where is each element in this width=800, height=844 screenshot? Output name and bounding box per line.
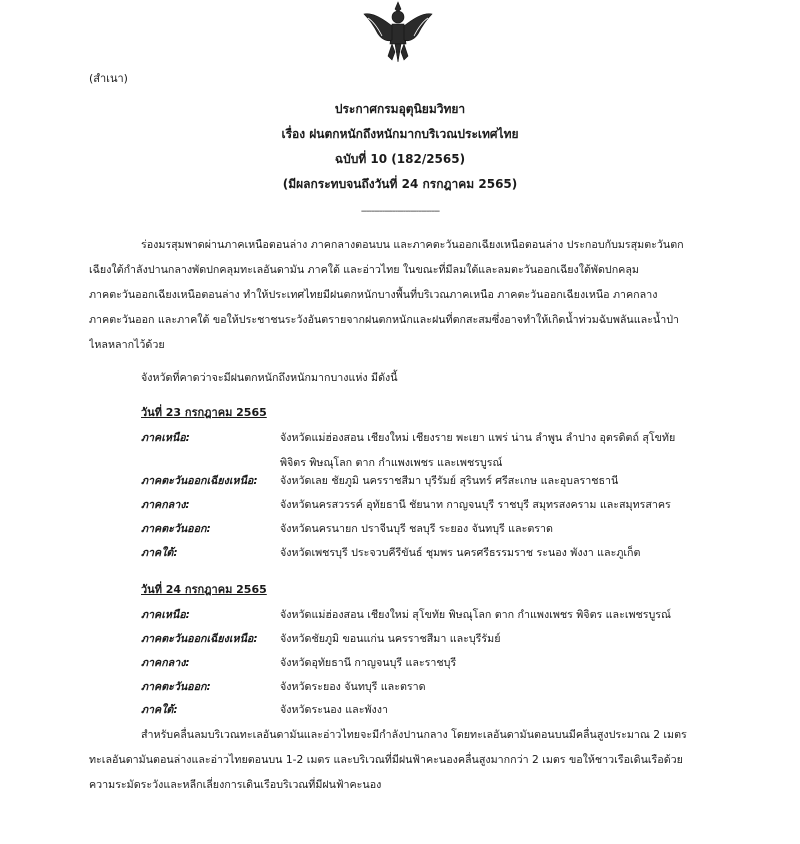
day2-region-south [141,697,751,722]
title-block [0,97,800,197]
waves-line: สำหรับคลื่นลมบริเวณทะเลอันดามันและอ่าวไทยจะมีกำลังปานกลาง โดยทะเลอันดามันตอนบนมีคลื่นสูงประมาณ 2 เมตร [141,728,687,741]
region-name: ภาคกลาง: [141,656,190,669]
region-name: ภาคตะวันออกเฉียงเหนือ: [141,474,258,487]
region-name: ภาคตะวันออก: [141,680,211,693]
announcement-effective: (มีผลกระทบจนถึงวันที่ 24 กรกฎาคม 2565) [282,177,518,191]
region-name: ภาคเหนือ: [141,431,190,444]
day1-date: วันที่ 23 กรกฎาคม 2565 [141,406,267,419]
region-provinces: จังหวัดระยอง จันทบุรี และตราด [280,680,426,693]
region-name: ภาคใต้: [141,703,178,716]
region-provinces-cont: พิจิตร พิษณุโลก ตาก กำแพงเพชร และเพชรบูรณ์ [280,456,503,469]
announcement-title: ประกาศกรมอุตุนิยมวิทยา [334,102,466,116]
day2-region-north [141,602,751,627]
region-provinces: จังหวัดนครสวรรค์ อุทัยธานี ชัยนาท กาญจนบุรี ราชบุรี สมุทรสงคราม และสมุทรสาคร [280,498,671,511]
region-provinces: จังหวัดชัยภูมิ ขอนแก่น นครราชสีมา และบุรีรัมย์ [280,632,501,645]
region-provinces: จังหวัดระนอง และพังงา [280,703,388,716]
region-name: ภาคตะวันออกเฉียงเหนือ: [141,632,258,645]
region-provinces: จังหวัดอุทัยธานี กาญจนบุรี และราชบุรี [280,656,457,669]
day1-region-east [141,516,751,541]
region-name: ภาคใต้: [141,546,178,559]
day2-region-northeast [141,626,751,651]
intro-line: ไหลหลากไว้ด้วย [89,338,165,351]
region-provinces: จังหวัดแม่ฮ่องสอน เชียงใหม่ เชียงราย พะเยา แพร่ น่าน ลำพูน ลำปาง อุตรดิตถ์ สุโขทัย [280,431,676,444]
garuda-emblem [362,0,434,64]
intro-line: ร่องมรสุมพาดผ่านภาคเหนือตอนล่าง ภาคกลางตอนบน และภาคตะวันออกเฉียงเหนือตอนล่าง ประกอบกับมรสุมตะวันตก [141,238,684,251]
announcement-issue: ฉบับที่ 10 (182/2565) [334,152,466,166]
intro-line: เฉียงใต้กำลังปานกลางพัดปกคลุมทะเลอันดามัน ภาคใต้ และอ่าวไทย ในขณะที่มีลมใต้และลมตะวันออกเฉียงใต้พัดปกคลุม [89,263,639,276]
intro-line: ภาคตะวันออก และภาคใต้ ขอให้ประชาชนระวังอันตรายจากฝนตกหนักและฝนที่ตกสะสมซึ่งอาจทำให้เกิดน้ำท่วมฉับพลันและน้ำป่า [89,313,679,326]
region-provinces: จังหวัดเพชรบุรี ประจวบคีรีขันธ์ ชุมพร นครศรีธรรมราช ระนอง พังงา และภูเก็ต [280,546,641,559]
day2-region-east [141,674,751,699]
day2-date: วันที่ 24 กรกฎาคม 2565 [141,583,267,596]
region-name: ภาคตะวันออก: [141,522,211,535]
divider: ------------------------------ [360,206,440,217]
region-name: ภาคกลาง: [141,498,190,511]
day1-region-northeast [141,468,751,493]
day1-region-central [141,492,751,517]
region-provinces: จังหวัดแม่ฮ่องสอน เชียงใหม่ สุโขทัย พิษณุโลก ตาก กำแพงเพชร พิจิตร และเพชรบูรณ์ [280,608,671,621]
waves-paragraph [89,722,749,797]
announcement-subject: เรื่อง ฝนตกหนักถึงหนักมากบริเวณประเทศไทย [281,127,519,141]
region-provinces: จังหวัดนครนายก ปราจีนบุรี ชลบุรี ระยอง จันทบุรี และตราด [280,522,553,535]
intro-line: ภาคตะวันออกเฉียงเหนือตอนล่าง ทำให้ประเทศไทยมีฝนตกหนักบางพื้นที่บริเวณภาคเหนือ ภาคตะวันออกเฉียงเหนือ ภาคกลาง [89,288,658,301]
provinces-intro [89,365,749,390]
waves-line: ความระมัดระวังและหลีกเลี่ยงการเดินเรือบริเวณที่มีฝนฟ้าคะนอง [89,778,382,791]
intro-paragraph [89,232,749,357]
day2-region-central [141,650,751,675]
region-provinces: จังหวัดเลย ชัยภูมิ นครราชสีมา บุรีรัมย์ สุรินทร์ ศรีสะเกษ และอุบลราชธานี [280,474,619,487]
waves-line: ทะเลอันดามันตอนล่างและอ่าวไทยตอนบน 1-2 เมตร และบริเวณที่มีฝนฟ้าคะนองคลื่นสูงมากกว่า 2 เมตร ขอให้ชาวเรือเดินเรือด้วย [89,753,683,766]
copy-label: (สำเนา) [89,72,128,85]
day1-region-south [141,540,751,565]
region-name: ภาคเหนือ: [141,608,190,621]
provinces-intro-text: จังหวัดที่คาดว่าจะมีฝนตกหนักถึงหนักมากบางแห่ง มีดังนี้ [141,371,398,384]
